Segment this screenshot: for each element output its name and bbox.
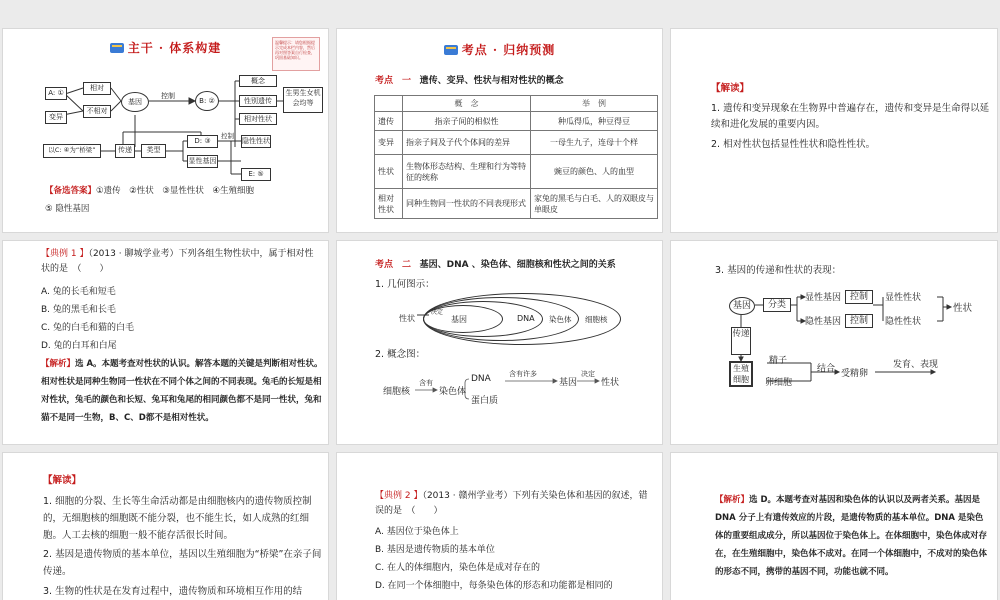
node-chuandi: 传递 (731, 327, 751, 355)
slide-5[interactable] (336, 240, 663, 445)
jiedu2-p3: 3. 生物的性状是在发育过程中，遗传物质和环境相互作用的结 (43, 586, 303, 597)
book-icon (444, 45, 458, 55)
table-row: 遗传 指亲子间的相似性 种瓜得瓜，种豆得豆 (375, 112, 658, 131)
node-e: E: ⑤ (241, 168, 271, 181)
table-header: 概 念 (403, 96, 531, 112)
node-yxjy: 隐性基因 (805, 317, 842, 327)
option-b: B. 兔的黑毛和长毛 (41, 305, 116, 315)
s6-heading: 3. 基因的传递和性状的表现： (715, 265, 842, 276)
node-xdxz: 相对性状 (239, 113, 277, 125)
label-kongzhi2: 控制 (221, 132, 234, 140)
slide-8[interactable] (336, 452, 663, 600)
kaodian-1-heading: 考点 一 遗传、变异、性状与相对性状的概念 (375, 76, 564, 86)
slide-3[interactable] (670, 28, 998, 233)
node-fenlei: 分类 (763, 298, 791, 312)
option-d: D. 兔的白耳和白尾 (41, 341, 117, 351)
node-yxxz: 隐性性状 (241, 135, 271, 148)
flow-ranseti: 染色体 (439, 387, 467, 397)
sub-concept: 2. 概念图： (375, 349, 426, 360)
node-a: A: ① (45, 87, 67, 100)
example-2-question: 【典例 2 】（2013 · 赣州学业考）下列有关染色体和基因的叙述，错误的是 （ ） (375, 491, 648, 516)
concept-table (374, 95, 658, 219)
node-jiehe: 结合 (817, 364, 836, 374)
table-row: 相对性状 同种生物同一性状的不同表现形式 家兔的黑毛与白毛、人的双眼皮与单眼皮 (375, 189, 658, 219)
node-kongzhi-2: 控制 (845, 314, 873, 328)
jiedu-label-2: 【解读】 (43, 475, 82, 486)
node-szxb: 生殖细胞 (729, 361, 753, 387)
hint-note: 温馨提示：请您根据提示完成本栏内容，然后再对照答案自行检查，巩固基础知识。 (272, 37, 320, 71)
venn-jiyin-label: 基因 (451, 315, 467, 324)
node-buxiangdui: 不相对 (83, 105, 111, 118)
top-toolbar (0, 0, 1000, 26)
node-xxjy: 显性基因 (187, 155, 218, 168)
node-chuandi: 传递 (115, 144, 135, 158)
sub-geometry: 1. 几何图示： (375, 279, 435, 290)
label-kongzhi: 控制 (161, 92, 175, 100)
option-b: B. 基因是遗传物质的基本单位 (375, 545, 495, 555)
table-header (375, 96, 403, 112)
flow-dna: DNA (471, 374, 491, 384)
option-c: C. 兔的白毛和猫的白毛 (41, 323, 135, 333)
node-xxxz: 显性性状 (885, 293, 922, 303)
jiedu-label: 【解读】 (711, 83, 750, 94)
transmission-lines (671, 241, 998, 445)
answer-line-1: 【备选答案】①遗传 ②性状 ③显性性状 ④生殖细胞 (45, 186, 254, 196)
example-2-analysis: 【解析】选 D。本题考查对基因和染色体的认识以及两者关系。基因是 DNA 分子上有遗传效应的片段，是遗传物质的基本单位。DNA 是染色体的重要组成成分，所以基因位于染色体上。在体细胞中，染色体成对存在，在生殖细胞中，染色体不成对。在同一个体细胞中，不成对的染色体的形态不同，携带的基因不同，功能也就不同。 (715, 495, 988, 577)
slide-1[interactable] (2, 28, 329, 233)
node-gainian: 概念 (239, 75, 277, 87)
node-luanxb: 卵细胞 (765, 378, 793, 388)
node-bianyi: 变异 (45, 111, 67, 124)
node-jingzi: 精子 (769, 356, 788, 366)
node-leixing: 类型 (141, 144, 166, 158)
flow-xingzhuang: 性状 (601, 378, 620, 388)
node-jiyin: 基因 (729, 297, 755, 315)
jiedu2-p2: 2. 基因是遗传物质的基本单位，基因以生殖细胞为“桥梁”在亲子间传递。 (43, 549, 322, 577)
flow-jiyin: 基因 (559, 378, 578, 388)
node-jiyin: 基因 (121, 92, 149, 112)
jiedu2-p1: 1. 细胞的分裂、生长等生命活动都是由细胞核内的遗传物质控制的，无细胞核的细胞既不能分裂，也不能生长，如人成熟的红细胞。人工去核的细胞一般不能存活很长时间。 (43, 496, 312, 541)
node-xxjy: 显性基因 (805, 293, 842, 303)
kaodian-2-heading: 考点 二 基因、DNA 、染色体、细胞核和性状之间的关系 (375, 260, 616, 270)
node-d: D: ③ (187, 135, 218, 148)
jiedu-p2: 2. 相对性状包括显性性状和隐性性状。 (711, 139, 876, 150)
node-c: 以C: ④为“桥梁” (43, 144, 101, 158)
option-d: D. 在同一个体细胞中，每条染色体的形态和功能都是相同的 (375, 581, 613, 591)
node-xingzhuang: 性状 (953, 303, 973, 314)
option-c: C. 在人的体细胞内，染色体是成对存在的 (375, 563, 541, 573)
table-row: 性状 生物体形态结构、生理和行为等特征的统称 豌豆的颜色、人的血型 (375, 155, 658, 189)
node-xiangdui: 相对 (83, 82, 111, 95)
flow-xibaohe: 细胞核 (383, 387, 411, 397)
node-kongzhi-1: 控制 (845, 290, 873, 304)
option-a: A. 兔的长毛和短毛 (41, 287, 116, 297)
venn-xibaohe-label: 细胞核 (585, 315, 608, 324)
node-shengyu: 生男生女机会均等 (283, 87, 323, 113)
jiedu-p1: 1. 遗传和变异现象在生物界中普遍存在，遗传和变异是生命得以延续和进化发展的重要内因。 (711, 103, 990, 130)
node-xbyc: 性别遗传 (239, 95, 277, 107)
slide-4[interactable] (2, 240, 329, 445)
table-row: 变异 指亲子间及子代个体间的差异 一母生九子，连母十个样 (375, 131, 658, 155)
slide-9[interactable] (670, 452, 998, 600)
venn-jueding: 决定 (431, 309, 444, 316)
flow-hanyouxuduo: 含有许多 (509, 370, 537, 378)
example-1-analysis: 【解析】选 A。本题考查对性状的认识。解答本题的关键是判断相对性状。相对性状是同种生物同一性状在不同个体之间的不同表现。兔毛的长短是相对性状，兔毛的颜色和长短、兔耳和兔尾的相同颜色都不是同一性状，兔和猫不是同一生物，B、C、D都不是相对性状。 (41, 359, 323, 423)
flow-hanyou: 含有 (419, 379, 433, 387)
node-fybx: 发育、表现 (893, 360, 939, 370)
node-sjl: 受精卵 (841, 369, 869, 379)
node-yxxz: 隐性性状 (885, 317, 922, 327)
slide-2-title: 考点 · 归纳预测 (337, 41, 662, 58)
slide-1-title: 主干 · 体系构建 (3, 39, 328, 56)
venn-ranseti-label: 染色体 (549, 315, 572, 324)
venn-xingzhuang: 性状 (399, 314, 415, 323)
flow-danbaizhi: 蛋白质 (471, 396, 499, 406)
venn-dna-label: DNA (517, 314, 535, 323)
example-1-question: 【典例 1 】（2013 · 聊城学业考）下列各组生物性状中，属于相对性状的是 （ ） (41, 249, 314, 274)
slide-7[interactable] (2, 452, 329, 600)
node-b: B: ② (195, 91, 219, 111)
concept-flow-lines (337, 241, 663, 445)
slide-6[interactable] (670, 240, 998, 445)
flow-jueding: 决定 (581, 370, 595, 378)
slide-2[interactable] (336, 28, 663, 233)
answer-line-2: ⑤ 隐性基因 (45, 204, 90, 214)
option-a: A. 基因位于染色体上 (375, 527, 459, 537)
table-header: 举 例 (531, 96, 658, 112)
